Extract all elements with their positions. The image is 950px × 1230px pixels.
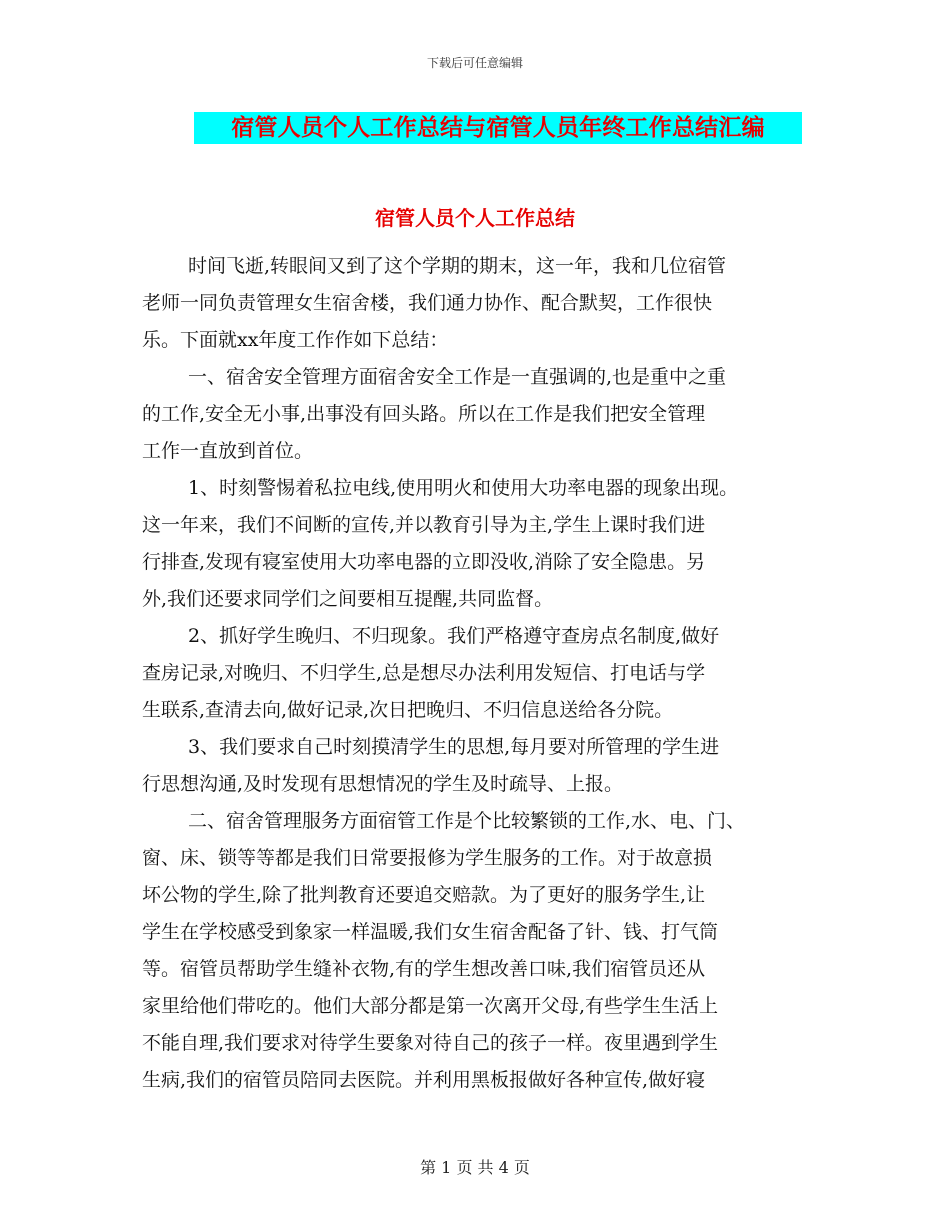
paragraph-line: 查房记录,对晚归、不归学生,总是想尽办法利用发短信、打电话与学 (142, 662, 706, 684)
paragraph-line: 老师一同负责管理女生宿舍楼，我们通力协作、配合默契，工作很快 (142, 292, 713, 314)
section-title: 宿管人员个人工作总结 (375, 206, 575, 230)
paragraph-line: 生病,我们的宿管员陪同去医院。并利用黑板报做好各种宣传,做好寝 (142, 1069, 706, 1091)
paragraph-line: 窗、床、锁等等都是我们日常要报修为学生服务的工作。对于故意损 (142, 847, 713, 869)
paragraph-line: 行思想沟通,及时发现有思想情况的学生及时疏导、上报。 (142, 773, 624, 795)
paragraph-line: 的工作,安全无小事,出事没有回头路。所以在工作是我们把安全管理 (142, 403, 706, 425)
page-footer: 第 1 页 共 4 页 (420, 1158, 530, 1177)
paragraph-line: 二、宿舍管理服务方面宿管工作是个比较繁锁的工作,水、电、门、 (188, 810, 746, 832)
paragraph-line: 1、时刻警惕着私拉电线,使用明火和使用大功率电器的现象出现。 (188, 477, 739, 499)
body-text (142, 248, 822, 1099)
paragraph-line: 一、宿舍安全管理方面宿舍安全工作是一直强调的,也是重中之重 (188, 366, 727, 388)
paragraph-line: 坏公物的学生,除了批判教育还要追交赔款。为了更好的服务学生,让 (142, 884, 706, 906)
paragraph-line: 家里给他们带吃的。他们大部分都是第一次离开父母,有些学生生活上 (142, 995, 719, 1017)
paragraph-line: 这一年来，我们不间断的宣传,并以教育引导为主,学生上课时我们进 (142, 514, 706, 536)
paragraph-line: 时间飞逝,转眼间又到了这个学期的期末，这一年，我和几位宿管 (188, 255, 727, 277)
header-note: 下载后可任意编辑 (426, 56, 523, 70)
paragraph-line: 2、抓好学生晚归、不归现象。我们严格遵守查房点名制度,做好 (188, 625, 720, 647)
paragraph-line: 工作一直放到首位。 (142, 440, 314, 462)
paragraph-line: 等。宿管员帮助学生缝补衣物,有的学生想改善口味,我们宿管员还从 (142, 958, 706, 980)
paragraph-line: 行排查,发现有寝室使用大功率电器的立即没收,消除了安全隐患。另 (142, 551, 706, 573)
paragraph-line: 不能自理,我们要求对待学生要象对待自己的孩子一样。夜里遇到学生 (142, 1032, 719, 1054)
paragraph-line: 乐。下面就xx年度工作作如下总结： (142, 329, 449, 351)
paragraph-line: 生联系,查清去向,做好记录,次日把晚归、不归信息送给各分院。 (142, 699, 674, 721)
paragraph-line: 学生在学校感受到象家一样温暖,我们女生宿舍配备了针、钱、打气筒 (142, 921, 719, 943)
document-title: 宿管人员个人工作总结与宿管人员年终工作总结汇编 (194, 112, 802, 144)
paragraph-line: 外,我们还要求同学们之间要相互提醒,共同监督。 (142, 588, 554, 610)
paragraph-line: 3、我们要求自己时刻摸清学生的思想,每月要对所管理的学生进 (188, 736, 720, 758)
